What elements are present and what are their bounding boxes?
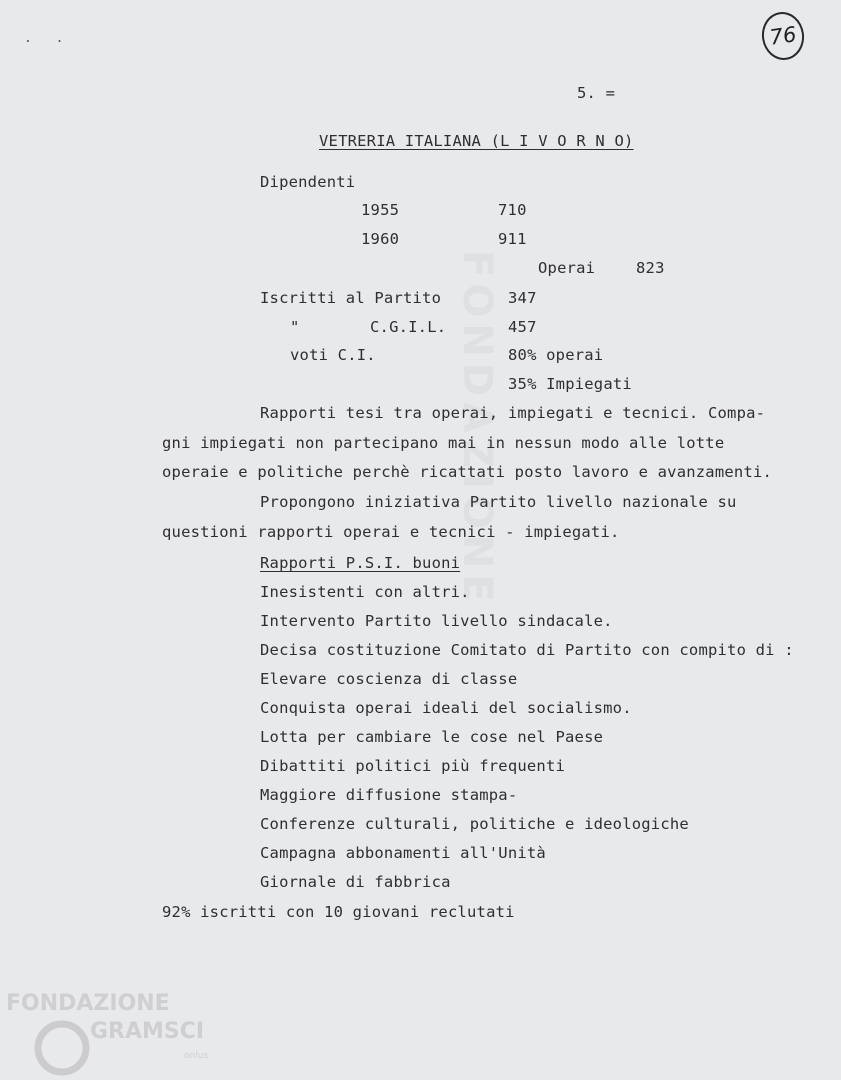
body-line: Rapporti tesi tra operai, impiegati e tecnici. Compa- — [260, 404, 766, 422]
list-item: Conquista operai ideali del socialismo. — [260, 699, 632, 717]
body-line: Intervento Partito livello sindacale. — [260, 612, 613, 630]
iscritti-partito-count: 347 — [508, 289, 537, 307]
dipendenti-count-1955: 710 — [498, 201, 527, 219]
dipendenti-label: Dipendenti — [260, 173, 356, 191]
logo-text-line2: GRAMSCI — [90, 1019, 205, 1044]
fondazione-gramsci-logo — [4, 988, 214, 1078]
body-line: gni impiegati non partecipano mai in nessun modo alle lotte — [162, 434, 725, 452]
list-item: Conferenze culturali, politiche e ideologiche — [260, 815, 689, 833]
list-item: Giornale di fabbrica — [260, 873, 451, 891]
dipendenti-count-1960: 911 — [498, 230, 527, 248]
voti-label: voti C.I. — [290, 346, 376, 364]
handwritten-folio-number: 76 — [759, 9, 807, 62]
logo-text-line3: onlus — [184, 1051, 209, 1061]
page-number: 5. = — [577, 84, 616, 102]
cgil-count: 457 — [508, 318, 537, 336]
operai-count: 823 — [636, 259, 665, 277]
body-line: questioni rapporti operai e tecnici - impiegati. — [162, 523, 620, 541]
list-item: Maggiore diffusione stampa- — [260, 786, 518, 804]
body-line: Decisa costituzione Comitato di Partito con compito di : — [260, 641, 794, 659]
dipendenti-year-1960: 1960 — [361, 230, 400, 248]
list-item: Lotta per cambiare le cose nel Paese — [260, 728, 604, 746]
iscritti-partito-label: Iscritti al Partito — [260, 289, 442, 307]
corner-marks: . . — [24, 31, 72, 46]
document-title: VETRERIA ITALIANA (L I V O R N O) — [319, 132, 634, 150]
list-item: Elevare coscienza di classe — [260, 670, 518, 688]
body-line-final: 92% iscritti con 10 giovani reclutati — [162, 903, 515, 921]
body-line: operaie e politiche perchè ricattati posto lavoro e avanzamenti. — [162, 463, 773, 481]
list-item: Dibattiti politici più frequenti — [260, 757, 566, 775]
body-line: Inesistenti con altri. — [260, 583, 470, 601]
dipendenti-year-1955: 1955 — [361, 201, 400, 219]
cgil-label: C.G.I.L. — [370, 318, 447, 336]
body-line-underlined: Rapporti P.S.I. buoni — [260, 554, 461, 572]
faint-background-stamp: FONDAZIONE — [454, 250, 500, 608]
logo-text-line1: FONDAZIONE — [6, 991, 170, 1016]
ditto-mark: " — [290, 318, 300, 336]
voti-impiegati: 35% Impiegati — [508, 375, 632, 393]
body-line: Propongono iniziativa Partito livello nazionale su — [260, 493, 737, 511]
list-item: Campagna abbonamenti all'Unità — [260, 844, 546, 862]
voti-operai: 80% operai — [508, 346, 604, 364]
operai-label: Operai — [538, 259, 596, 277]
